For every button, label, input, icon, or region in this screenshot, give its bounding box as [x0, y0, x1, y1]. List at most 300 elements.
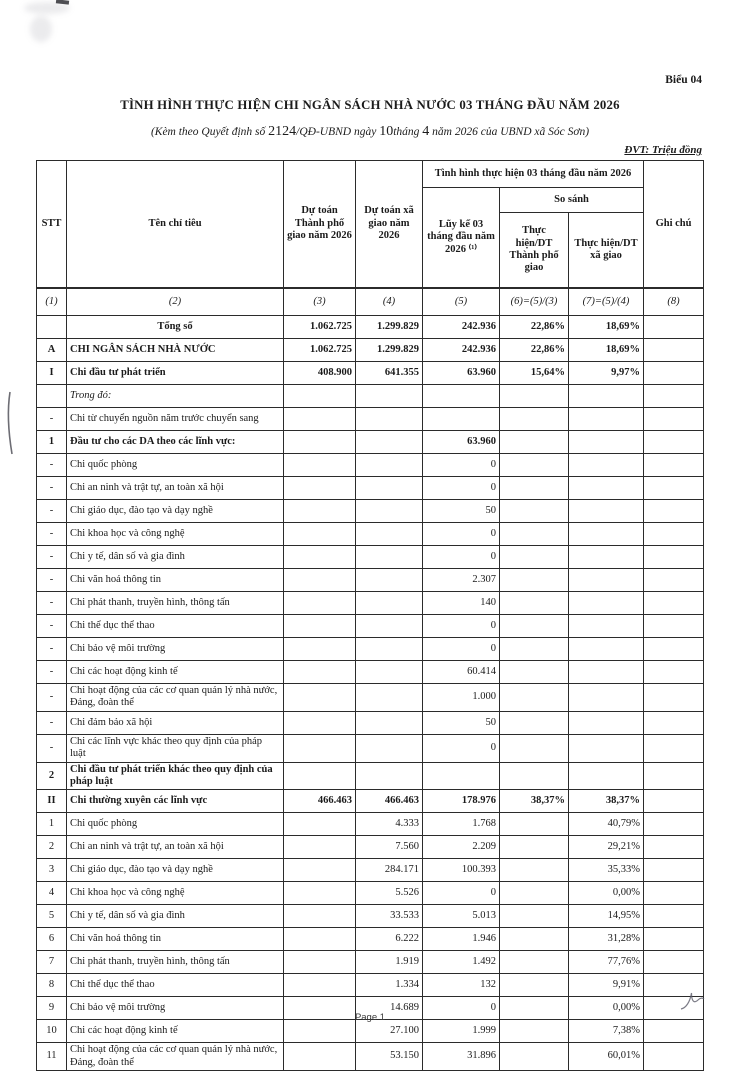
row-th-dt-xa — [569, 500, 644, 523]
row-th-dt-thanh-pho — [500, 638, 569, 661]
row-ghi-chu — [644, 813, 704, 836]
table-row — [37, 500, 704, 523]
row-th-dt-xa: 40,79% — [569, 813, 644, 836]
row-ghi-chu — [644, 569, 704, 592]
row-th-dt-thanh-pho — [500, 882, 569, 905]
row-th-dt-thanh-pho — [500, 431, 569, 454]
row-th-dt-xa — [569, 661, 644, 684]
table-row — [37, 928, 704, 951]
table-row — [37, 684, 704, 712]
row-du-toan-thanh-pho — [284, 1020, 356, 1043]
row-stt: 10 — [37, 1020, 67, 1043]
row-luy-ke: 31.896 — [423, 1043, 500, 1071]
row-luy-ke: 140 — [423, 592, 500, 615]
document-subtitle — [0, 124, 740, 140]
row-du-toan-xa: 284.171 — [356, 859, 423, 882]
row-luy-ke: 0 — [423, 477, 500, 500]
row-th-dt-thanh-pho: 38,37% — [500, 790, 569, 813]
row-du-toan-thanh-pho — [284, 477, 356, 500]
row-th-dt-thanh-pho — [500, 813, 569, 836]
page-number: Page 1 — [354, 1012, 386, 1023]
row-name: Chi hoạt động của các cơ quan quản lý nhà nước, Đảng, đoàn thể — [67, 1043, 284, 1071]
row-du-toan-xa: 6.222 — [356, 928, 423, 951]
col-header-luy-ke: Lũy kế 03 tháng đầu năm 2026 ⁽¹⁾ — [423, 188, 500, 289]
row-luy-ke: 63.960 — [423, 362, 500, 385]
row-th-dt-thanh-pho — [500, 408, 569, 431]
row-ghi-chu — [644, 734, 704, 762]
row-ghi-chu — [644, 339, 704, 362]
row-name: Chi giáo dục, đào tạo và dạy nghề — [67, 859, 284, 882]
row-stt: 3 — [37, 859, 67, 882]
table-row — [37, 385, 704, 408]
row-ghi-chu — [644, 928, 704, 951]
col-header-du-toan-thanh-pho: Dự toán Thành phố giao năm 2026 — [284, 161, 356, 289]
row-du-toan-thanh-pho — [284, 928, 356, 951]
decision-number: 2124 — [268, 124, 297, 139]
table-row — [37, 362, 704, 385]
row-th-dt-thanh-pho — [500, 684, 569, 712]
table-row — [37, 1043, 704, 1071]
column-number-row — [37, 288, 704, 316]
row-ghi-chu — [644, 316, 704, 339]
row-th-dt-thanh-pho — [500, 615, 569, 638]
table-row — [37, 408, 704, 431]
row-du-toan-thanh-pho — [284, 684, 356, 712]
row-ghi-chu — [644, 454, 704, 477]
row-du-toan-thanh-pho: 1.062.725 — [284, 339, 356, 362]
row-name: Chi an ninh và trật tự, an toàn xã hội — [67, 477, 284, 500]
row-du-toan-xa: 4.333 — [356, 813, 423, 836]
row-th-dt-thanh-pho — [500, 661, 569, 684]
table-row — [37, 477, 704, 500]
row-name: Chi an ninh và trật tự, an toàn xã hội — [67, 836, 284, 859]
table-row — [37, 615, 704, 638]
table-row — [37, 951, 704, 974]
row-th-dt-thanh-pho — [500, 762, 569, 790]
row-ghi-chu — [644, 362, 704, 385]
row-luy-ke: 2.307 — [423, 569, 500, 592]
row-du-toan-thanh-pho: 466.463 — [284, 790, 356, 813]
row-du-toan-xa — [356, 592, 423, 615]
row-stt: - — [37, 734, 67, 762]
scan-smudge-top-left-2 — [30, 16, 52, 42]
row-th-dt-thanh-pho — [500, 859, 569, 882]
table-row — [37, 1020, 704, 1043]
row-name: Chi bảo vệ môi trường — [67, 638, 284, 661]
row-ghi-chu — [644, 523, 704, 546]
table-row — [37, 813, 704, 836]
row-du-toan-thanh-pho: 1.062.725 — [284, 316, 356, 339]
row-stt: - — [37, 500, 67, 523]
row-du-toan-xa — [356, 638, 423, 661]
row-th-dt-thanh-pho — [500, 523, 569, 546]
table-row — [37, 762, 704, 790]
row-luy-ke: 0 — [423, 997, 500, 1020]
col-header-du-toan-xa: Dự toán xã giao năm 2026 — [356, 161, 423, 289]
row-ghi-chu — [644, 905, 704, 928]
row-du-toan-xa: 1.299.829 — [356, 339, 423, 362]
row-name: Chi khoa học và công nghệ — [67, 882, 284, 905]
decision-month: 4 — [422, 124, 430, 139]
row-th-dt-thanh-pho — [500, 1043, 569, 1071]
row-ghi-chu — [644, 974, 704, 997]
row-name: Chi hoạt động của các cơ quan quản lý nhà nước, Đảng, đoàn thể — [67, 684, 284, 712]
row-du-toan-xa — [356, 431, 423, 454]
row-th-dt-xa — [569, 762, 644, 790]
row-luy-ke: 178.976 — [423, 790, 500, 813]
row-th-dt-thanh-pho — [500, 711, 569, 734]
row-du-toan-thanh-pho — [284, 408, 356, 431]
row-luy-ke: 50 — [423, 500, 500, 523]
row-stt — [37, 385, 67, 408]
subtitle-mid1: /QĐ-UBND ngày — [296, 126, 377, 138]
row-stt: 11 — [37, 1043, 67, 1071]
row-luy-ke: 0 — [423, 882, 500, 905]
row-th-dt-xa — [569, 431, 644, 454]
row-stt: 2 — [37, 836, 67, 859]
row-du-toan-thanh-pho — [284, 951, 356, 974]
pen-mark-left-margin — [3, 390, 17, 456]
row-stt — [37, 316, 67, 339]
row-stt: 1 — [37, 431, 67, 454]
table-row — [37, 905, 704, 928]
row-du-toan-xa: 27.100 — [356, 1020, 423, 1043]
row-stt: - — [37, 523, 67, 546]
row-luy-ke: 5.013 — [423, 905, 500, 928]
row-name: Chi văn hoá thông tin — [67, 928, 284, 951]
row-th-dt-xa: 14,95% — [569, 905, 644, 928]
column-number-cell: (5) — [423, 288, 500, 316]
subtitle-mid2: tháng — [393, 126, 420, 138]
row-du-toan-xa: 14.689 — [356, 997, 423, 1020]
row-th-dt-thanh-pho — [500, 1020, 569, 1043]
row-du-toan-thanh-pho — [284, 711, 356, 734]
row-name: Trong đó: — [67, 385, 284, 408]
column-number-cell: (4) — [356, 288, 423, 316]
row-th-dt-thanh-pho — [500, 546, 569, 569]
row-luy-ke: 1.492 — [423, 951, 500, 974]
row-name: Chi thường xuyên các lĩnh vực — [67, 790, 284, 813]
row-luy-ke: 242.936 — [423, 316, 500, 339]
row-th-dt-xa: 9,91% — [569, 974, 644, 997]
row-th-dt-thanh-pho — [500, 836, 569, 859]
row-du-toan-xa — [356, 711, 423, 734]
row-luy-ke: 100.393 — [423, 859, 500, 882]
column-number-cell: (8) — [644, 288, 704, 316]
row-du-toan-thanh-pho — [284, 638, 356, 661]
row-stt: A — [37, 339, 67, 362]
row-luy-ke — [423, 762, 500, 790]
row-name: Chi khoa học và công nghệ — [67, 523, 284, 546]
row-stt: - — [37, 661, 67, 684]
row-du-toan-xa — [356, 615, 423, 638]
row-du-toan-xa — [356, 477, 423, 500]
row-th-dt-xa: 9,97% — [569, 362, 644, 385]
row-th-dt-thanh-pho — [500, 951, 569, 974]
table-row — [37, 974, 704, 997]
row-ghi-chu — [644, 1020, 704, 1043]
row-th-dt-xa: 0,00% — [569, 882, 644, 905]
row-th-dt-xa — [569, 408, 644, 431]
row-name: Chi từ chuyển nguồn năm trước chuyển sang — [67, 408, 284, 431]
col-header-implementation-group: Tình hình thực hiện 03 tháng đầu năm 2026 — [423, 161, 644, 188]
row-ghi-chu — [644, 859, 704, 882]
row-name: Chi đầu tư phát triển khác theo quy định của pháp luật — [67, 762, 284, 790]
row-name: Chi y tế, dân số và gia đình — [67, 905, 284, 928]
row-luy-ke: 1.946 — [423, 928, 500, 951]
row-th-dt-xa: 0,00% — [569, 997, 644, 1020]
row-stt: 9 — [37, 997, 67, 1020]
row-du-toan-xa: 1.334 — [356, 974, 423, 997]
table-row — [37, 431, 704, 454]
row-du-toan-xa — [356, 546, 423, 569]
column-number-cell: (3) — [284, 288, 356, 316]
table-body — [37, 288, 704, 1071]
row-du-toan-xa — [356, 408, 423, 431]
col-header-so-sanh-group: So sánh — [500, 188, 644, 213]
row-luy-ke: 0 — [423, 454, 500, 477]
row-th-dt-thanh-pho — [500, 477, 569, 500]
row-du-toan-thanh-pho — [284, 882, 356, 905]
row-th-dt-thanh-pho: 15,64% — [500, 362, 569, 385]
row-th-dt-xa — [569, 546, 644, 569]
row-du-toan-thanh-pho — [284, 661, 356, 684]
table-row — [37, 592, 704, 615]
row-du-toan-xa: 641.355 — [356, 362, 423, 385]
row-stt: 1 — [37, 813, 67, 836]
row-ghi-chu — [644, 790, 704, 813]
row-luy-ke: 132 — [423, 974, 500, 997]
row-name: CHI NGÂN SÁCH NHÀ NƯỚC — [67, 339, 284, 362]
table-row — [37, 454, 704, 477]
row-th-dt-xa — [569, 477, 644, 500]
row-name: Chi phát thanh, truyền hình, thông tấn — [67, 592, 284, 615]
row-ghi-chu — [644, 500, 704, 523]
row-th-dt-xa: 18,69% — [569, 339, 644, 362]
row-ghi-chu — [644, 661, 704, 684]
row-stt: - — [37, 684, 67, 712]
table-row — [37, 569, 704, 592]
row-du-toan-thanh-pho — [284, 905, 356, 928]
row-stt: - — [37, 592, 67, 615]
row-name: Chi các lĩnh vực khác theo quy định của pháp luật — [67, 734, 284, 762]
table-row — [37, 523, 704, 546]
row-ghi-chu — [644, 882, 704, 905]
row-stt: 2 — [37, 762, 67, 790]
row-ghi-chu — [644, 711, 704, 734]
subtitle-suffix: năm 2026 của UBND xã Sóc Sơn) — [432, 126, 590, 138]
row-th-dt-thanh-pho — [500, 500, 569, 523]
col-header-stt: STT — [37, 161, 67, 289]
row-du-toan-thanh-pho — [284, 500, 356, 523]
row-name: Chi bảo vệ môi trường — [67, 997, 284, 1020]
row-stt: - — [37, 408, 67, 431]
row-du-toan-thanh-pho — [284, 974, 356, 997]
row-stt: 7 — [37, 951, 67, 974]
row-du-toan-xa: 7.560 — [356, 836, 423, 859]
row-luy-ke — [423, 385, 500, 408]
row-luy-ke: 242.936 — [423, 339, 500, 362]
row-th-dt-thanh-pho: 22,86% — [500, 316, 569, 339]
row-du-toan-thanh-pho — [284, 762, 356, 790]
table-row — [37, 546, 704, 569]
row-ghi-chu — [644, 762, 704, 790]
row-du-toan-thanh-pho — [284, 836, 356, 859]
row-luy-ke: 60.414 — [423, 661, 500, 684]
row-ghi-chu — [644, 546, 704, 569]
table-row — [37, 316, 704, 339]
row-du-toan-thanh-pho — [284, 431, 356, 454]
row-name: Chi phát thanh, truyền hình, thông tấn — [67, 951, 284, 974]
col-header-ten-chi-tieu: Tên chỉ tiêu — [67, 161, 284, 289]
row-th-dt-xa: 38,37% — [569, 790, 644, 813]
row-du-toan-xa — [356, 523, 423, 546]
row-th-dt-thanh-pho — [500, 734, 569, 762]
row-th-dt-xa: 31,28% — [569, 928, 644, 951]
row-name: Chi quốc phòng — [67, 813, 284, 836]
row-du-toan-xa: 33.533 — [356, 905, 423, 928]
table-row — [37, 661, 704, 684]
row-th-dt-thanh-pho — [500, 928, 569, 951]
row-du-toan-thanh-pho — [284, 454, 356, 477]
row-stt: 4 — [37, 882, 67, 905]
row-stt: II — [37, 790, 67, 813]
row-stt: - — [37, 454, 67, 477]
row-name: Chi các hoạt động kinh tế — [67, 661, 284, 684]
row-du-toan-thanh-pho — [284, 385, 356, 408]
row-th-dt-xa — [569, 638, 644, 661]
row-du-toan-thanh-pho — [284, 546, 356, 569]
budget-table — [36, 160, 704, 1071]
row-ghi-chu — [644, 951, 704, 974]
row-th-dt-xa — [569, 523, 644, 546]
decision-day: 10 — [379, 124, 394, 139]
column-number-cell: (7)=(5)/(4) — [569, 288, 644, 316]
row-stt: 5 — [37, 905, 67, 928]
row-name: Chi thể dục thể thao — [67, 974, 284, 997]
row-luy-ke: 50 — [423, 711, 500, 734]
row-th-dt-xa — [569, 592, 644, 615]
row-du-toan-xa — [356, 684, 423, 712]
column-number-cell: (6)=(5)/(3) — [500, 288, 569, 316]
row-du-toan-thanh-pho — [284, 859, 356, 882]
row-name: Chi đảm bảo xã hội — [67, 711, 284, 734]
row-du-toan-thanh-pho — [284, 615, 356, 638]
row-th-dt-xa: 18,69% — [569, 316, 644, 339]
row-ghi-chu — [644, 1043, 704, 1071]
row-stt: - — [37, 615, 67, 638]
row-th-dt-thanh-pho — [500, 592, 569, 615]
table-row — [37, 638, 704, 661]
row-th-dt-xa — [569, 385, 644, 408]
row-th-dt-thanh-pho — [500, 905, 569, 928]
row-th-dt-xa: 35,33% — [569, 859, 644, 882]
row-th-dt-xa — [569, 684, 644, 712]
row-name: Chi quốc phòng — [67, 454, 284, 477]
row-ghi-chu — [644, 431, 704, 454]
row-stt: - — [37, 546, 67, 569]
row-th-dt-xa: 77,76% — [569, 951, 644, 974]
column-number-cell: (2) — [67, 288, 284, 316]
row-stt: 6 — [37, 928, 67, 951]
row-name: Chi đầu tư phát triển — [67, 362, 284, 385]
row-luy-ke — [423, 408, 500, 431]
row-ghi-chu — [644, 638, 704, 661]
form-number: Biểu 04 — [665, 74, 702, 86]
row-name: Chi văn hoá thông tin — [67, 569, 284, 592]
row-du-toan-xa: 53.150 — [356, 1043, 423, 1071]
row-th-dt-thanh-pho — [500, 385, 569, 408]
row-th-dt-thanh-pho — [500, 974, 569, 997]
row-du-toan-xa — [356, 454, 423, 477]
row-du-toan-thanh-pho — [284, 592, 356, 615]
row-th-dt-xa — [569, 454, 644, 477]
row-du-toan-thanh-pho — [284, 569, 356, 592]
unit-label: ĐVT: Triệu đồng — [624, 144, 702, 156]
row-th-dt-thanh-pho — [500, 454, 569, 477]
subtitle-prefix: (Kèm theo Quyết định số — [150, 126, 266, 138]
row-ghi-chu — [644, 408, 704, 431]
row-luy-ke: 1.000 — [423, 684, 500, 712]
row-name: Đầu tư cho các DA theo các lĩnh vực: — [67, 431, 284, 454]
row-luy-ke: 0 — [423, 546, 500, 569]
row-du-toan-xa — [356, 661, 423, 684]
col-header-th-dt-xa: Thực hiện/DT xã giao — [569, 213, 644, 289]
row-luy-ke: 0 — [423, 523, 500, 546]
row-du-toan-xa — [356, 385, 423, 408]
table-row — [37, 790, 704, 813]
row-du-toan-xa — [356, 569, 423, 592]
row-luy-ke: 0 — [423, 734, 500, 762]
row-du-toan-xa — [356, 762, 423, 790]
row-th-dt-xa — [569, 711, 644, 734]
table-row — [37, 882, 704, 905]
row-du-toan-thanh-pho — [284, 734, 356, 762]
row-ghi-chu — [644, 684, 704, 712]
row-th-dt-xa: 60,01% — [569, 1043, 644, 1071]
row-th-dt-xa: 29,21% — [569, 836, 644, 859]
col-header-th-dt-thanh-pho: Thực hiện/DT Thành phố giao — [500, 213, 569, 289]
row-luy-ke: 63.960 — [423, 431, 500, 454]
row-th-dt-xa — [569, 615, 644, 638]
row-th-dt-xa — [569, 569, 644, 592]
row-du-toan-thanh-pho — [284, 813, 356, 836]
row-du-toan-thanh-pho — [284, 1043, 356, 1071]
row-du-toan-xa — [356, 500, 423, 523]
row-ghi-chu — [644, 592, 704, 615]
row-du-toan-thanh-pho — [284, 523, 356, 546]
table-row — [37, 836, 704, 859]
row-name: Chi thể dục thể thao — [67, 615, 284, 638]
row-du-toan-xa: 1.299.829 — [356, 316, 423, 339]
row-stt: - — [37, 711, 67, 734]
document-title: TÌNH HÌNH THỰC HIỆN CHI NGÂN SÁCH NHÀ NƯỚC 03 THÁNG ĐẦU NĂM 2026 — [120, 98, 620, 112]
row-du-toan-xa: 466.463 — [356, 790, 423, 813]
row-th-dt-thanh-pho — [500, 569, 569, 592]
table-row — [37, 339, 704, 362]
row-ghi-chu — [644, 385, 704, 408]
row-stt: - — [37, 477, 67, 500]
row-stt: I — [37, 362, 67, 385]
row-du-toan-xa: 1.919 — [356, 951, 423, 974]
column-number-cell: (1) — [37, 288, 67, 316]
row-th-dt-thanh-pho: 22,86% — [500, 339, 569, 362]
row-ghi-chu — [644, 477, 704, 500]
col-header-ghi-chu: Ghi chú — [644, 161, 704, 289]
row-name: Tổng số — [67, 316, 284, 339]
table-row — [37, 734, 704, 762]
row-ghi-chu — [644, 836, 704, 859]
